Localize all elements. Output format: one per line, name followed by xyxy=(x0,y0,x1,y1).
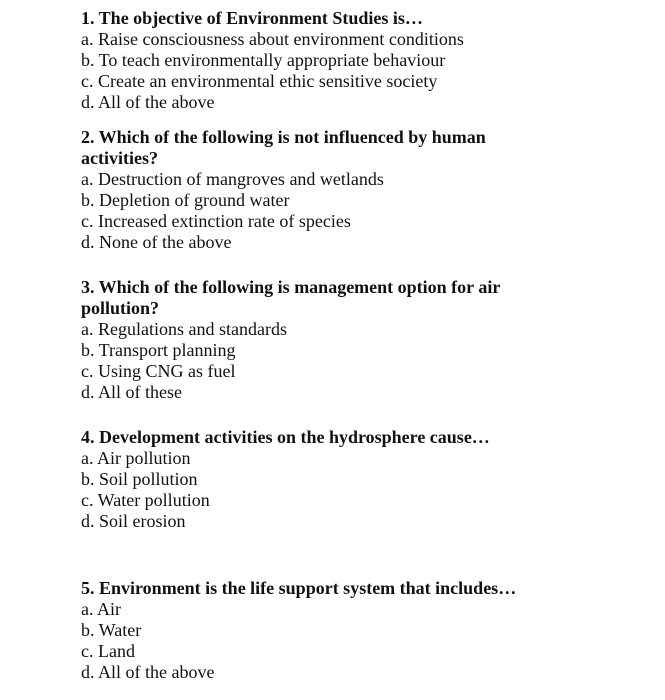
option-b: b. Water xyxy=(81,620,142,640)
option-b: b. Depletion of ground water xyxy=(81,190,290,210)
option-a: a. Destruction of mangroves and wetlands xyxy=(81,169,384,189)
option-c: c. Water pollution xyxy=(81,490,210,510)
option-c: c. Using CNG as fuel xyxy=(81,361,236,381)
option-d: d. All of the above xyxy=(81,92,215,112)
question-title: 3. Which of the following is management option for air pollution? xyxy=(81,277,501,318)
question-title: 2. Which of the following is not influenced by human activities? xyxy=(81,127,486,168)
question-title: 4. Development activities on the hydrosphere cause… xyxy=(81,427,490,447)
option-b: b. To teach environmentally appropriate behaviour xyxy=(81,50,446,70)
option-b: b. Soil pollution xyxy=(81,469,198,489)
option-a: a. Regulations and standards xyxy=(81,319,287,339)
option-a: a. Raise consciousness about environment conditions xyxy=(81,29,464,49)
question-5 xyxy=(81,578,551,683)
question-3 xyxy=(81,277,551,403)
option-d: d. All of these xyxy=(81,382,182,402)
option-c: c. Land xyxy=(81,641,135,661)
option-a: a. Air xyxy=(81,599,121,619)
question-title: 1. The objective of Environment Studies is… xyxy=(81,8,423,28)
option-c: c. Create an environmental ethic sensitive society xyxy=(81,71,438,91)
option-d: d. All of the above xyxy=(81,662,215,682)
question-1 xyxy=(81,8,551,113)
question-2 xyxy=(81,127,551,253)
option-b: b. Transport planning xyxy=(81,340,236,360)
question-4 xyxy=(81,427,551,532)
option-d: d. Soil erosion xyxy=(81,511,186,531)
question-title: 5. Environment is the life support system that includes… xyxy=(81,578,517,598)
option-c: c. Increased extinction rate of species xyxy=(81,211,351,231)
question-document xyxy=(81,8,551,683)
option-a: a. Air pollution xyxy=(81,448,191,468)
option-d: d. None of the above xyxy=(81,232,232,252)
